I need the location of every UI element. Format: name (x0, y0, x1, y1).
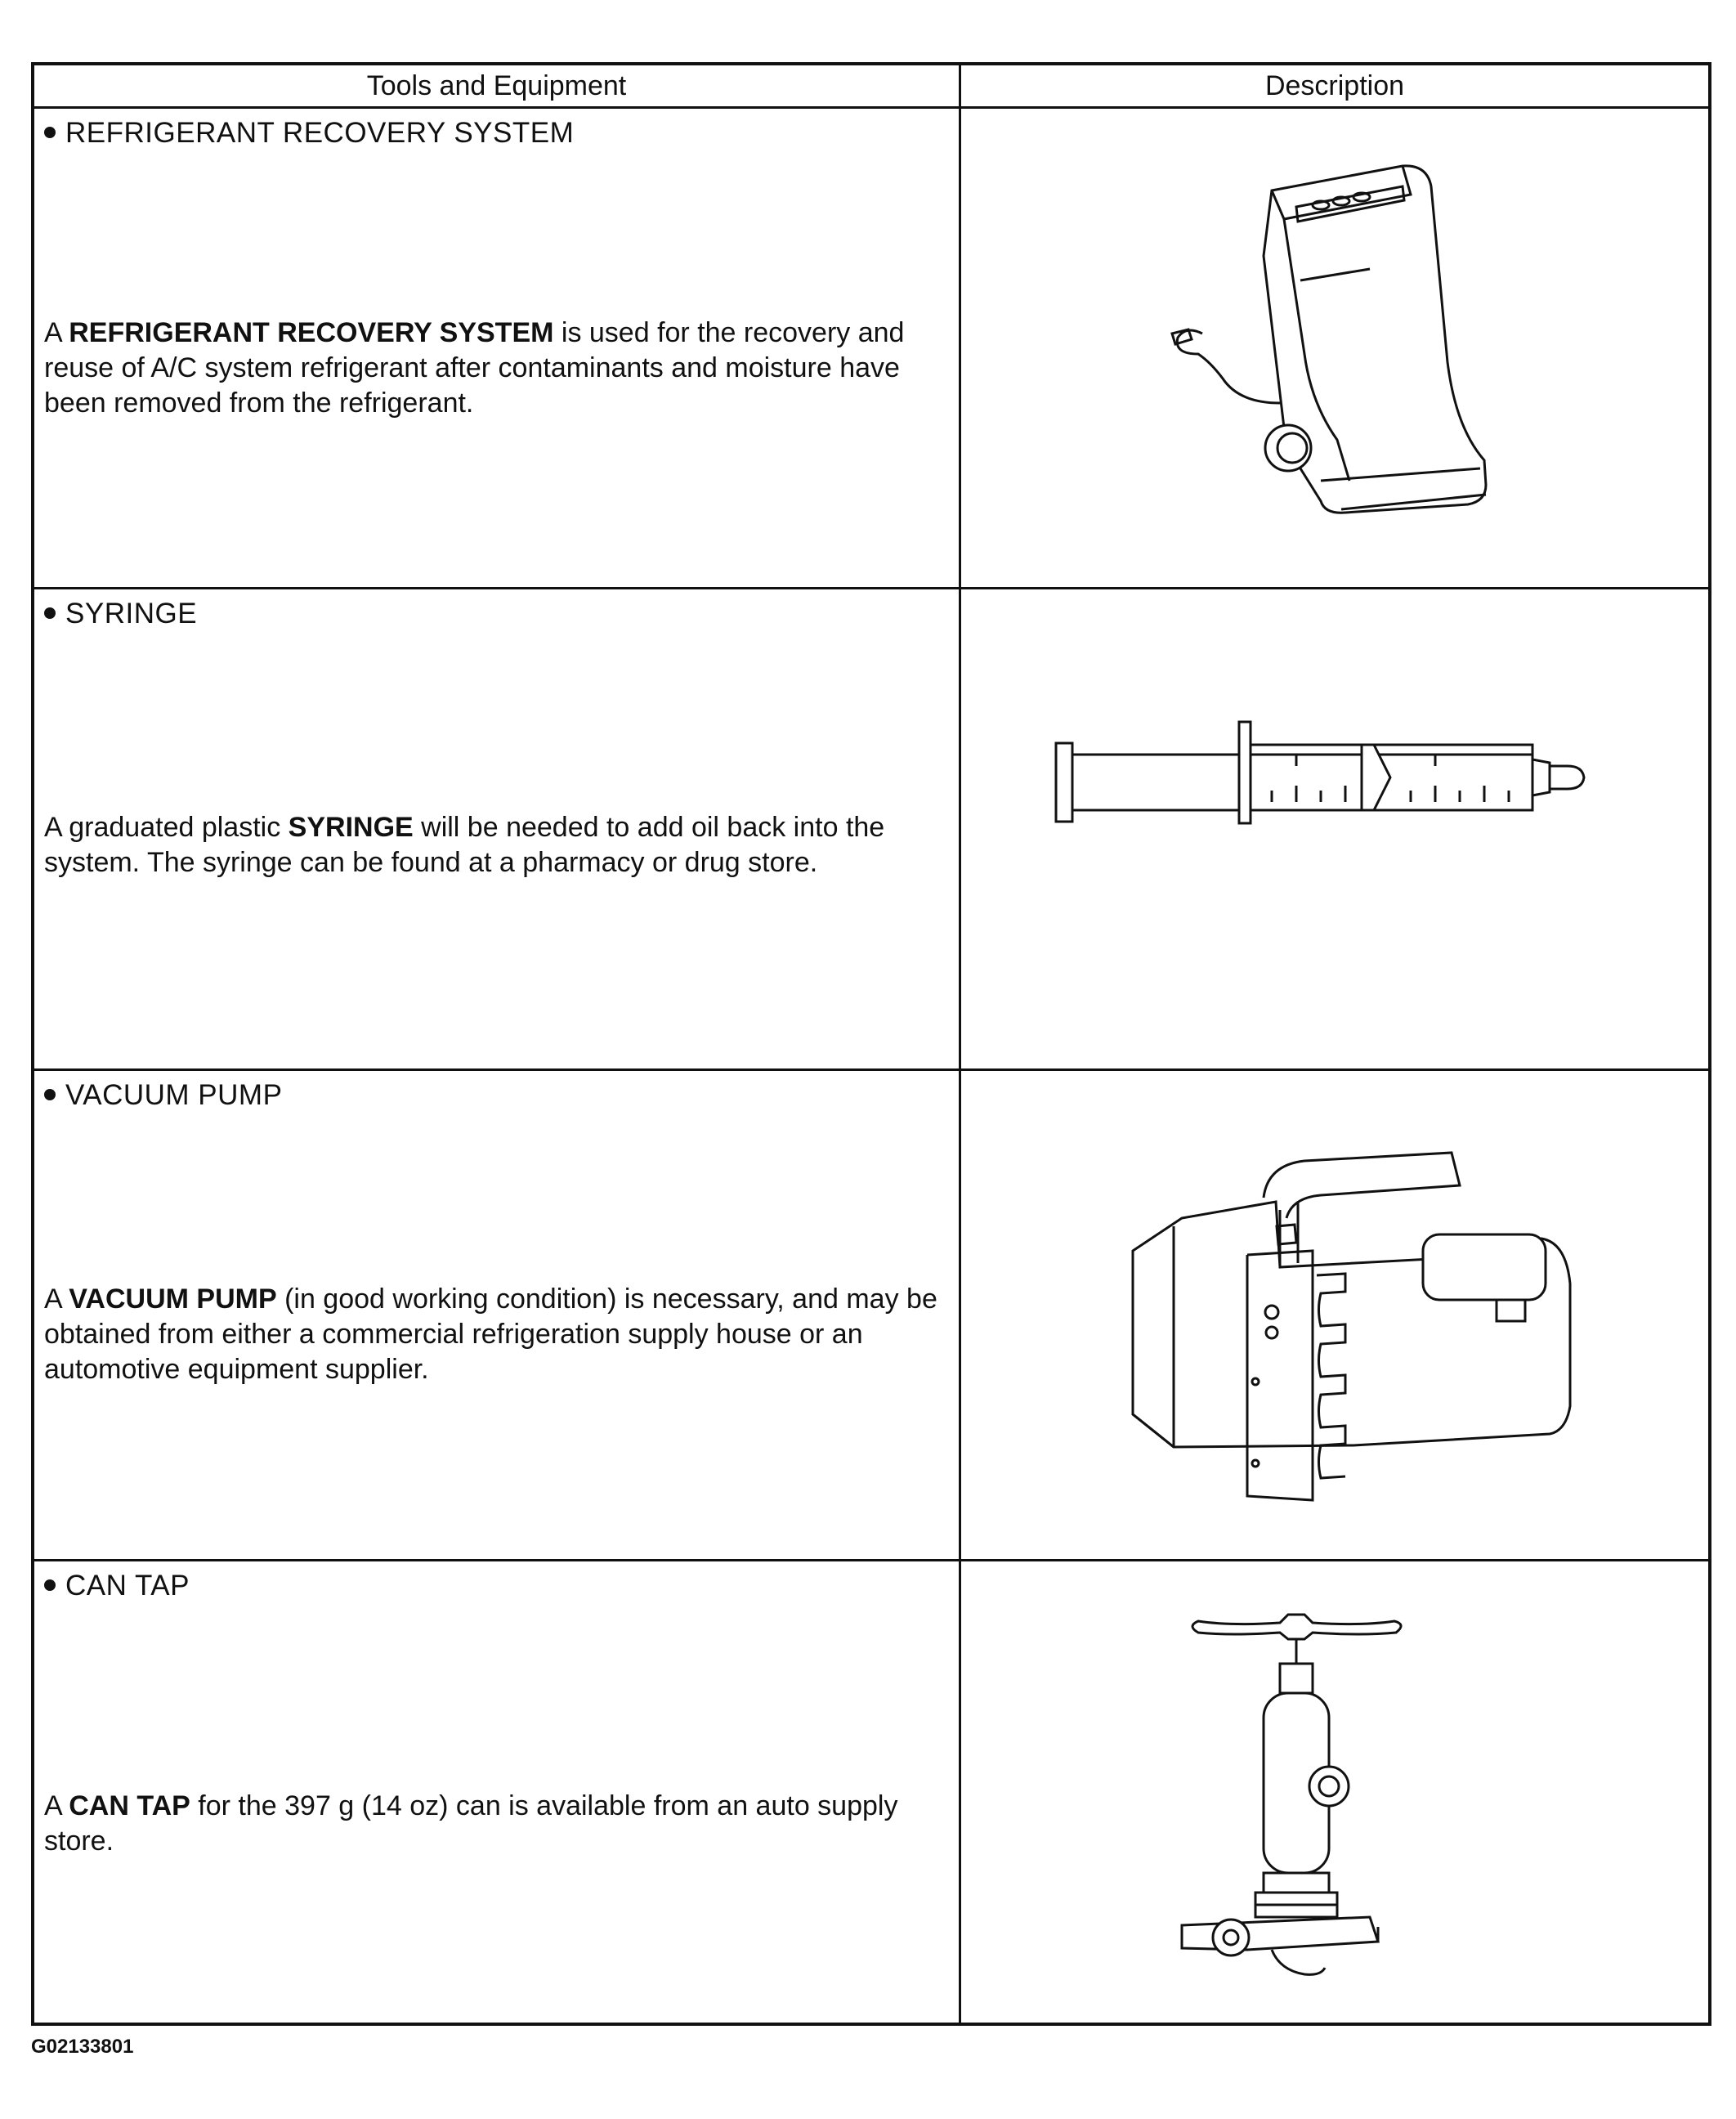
tool-description: A VACUUM PUMP (in good working condition) is necessary, and may be obtained from either a commercial refrigeration supply house or an automotive equipment supplier. (44, 1283, 937, 1385)
table-row (34, 589, 1708, 1071)
table-row (34, 1561, 1708, 2026)
tool-name: REFRIGERANT RECOVERY SYSTEM (44, 117, 574, 150)
tool-cell (34, 589, 959, 1068)
description-cell (961, 1071, 1708, 1559)
tool-name: SYRINGE (44, 598, 197, 630)
table-row (34, 1071, 1708, 1561)
figure-id: G02133801 (31, 2036, 134, 2058)
bullet-icon (44, 1579, 56, 1591)
tools-table (31, 62, 1711, 2026)
table-row (34, 109, 1708, 589)
header-description: Description (1264, 70, 1405, 101)
description-cell (961, 589, 1708, 1068)
description-cell (961, 1561, 1708, 2023)
table-header (34, 65, 1708, 109)
header-tools-and-equipment: Tools and Equipment (366, 70, 627, 101)
refrigerant-recovery-machine-icon (1166, 158, 1492, 517)
column-divider (959, 65, 961, 2023)
bullet-icon (44, 607, 56, 619)
tool-description: A REFRIGERANT RECOVERY SYSTEM is used for the recovery and reuse of A/C system refrigerant after contaminants and moisture have been removed from the refrigerant. (44, 317, 905, 419)
syringe-icon (1051, 712, 1640, 835)
bullet-icon (44, 1089, 56, 1100)
tool-cell (34, 109, 959, 587)
tool-description: A graduated plastic SYRINGE will be needed to add oil back into the system. The syringe can be found at a pharmacy or drug store. (44, 812, 885, 878)
description-cell (961, 109, 1708, 587)
tool-name: CAN TAP (44, 1570, 190, 1602)
tool-cell (34, 1561, 959, 2023)
can-tap-icon (1182, 1606, 1452, 1991)
tool-cell (34, 1071, 959, 1559)
bullet-icon (44, 127, 56, 138)
tool-name: VACUUM PUMP (44, 1079, 282, 1112)
tool-description: A CAN TAP for the 397 g (14 oz) can is available from an auto supply store. (44, 1790, 898, 1857)
vacuum-pump-icon (1108, 1120, 1591, 1521)
